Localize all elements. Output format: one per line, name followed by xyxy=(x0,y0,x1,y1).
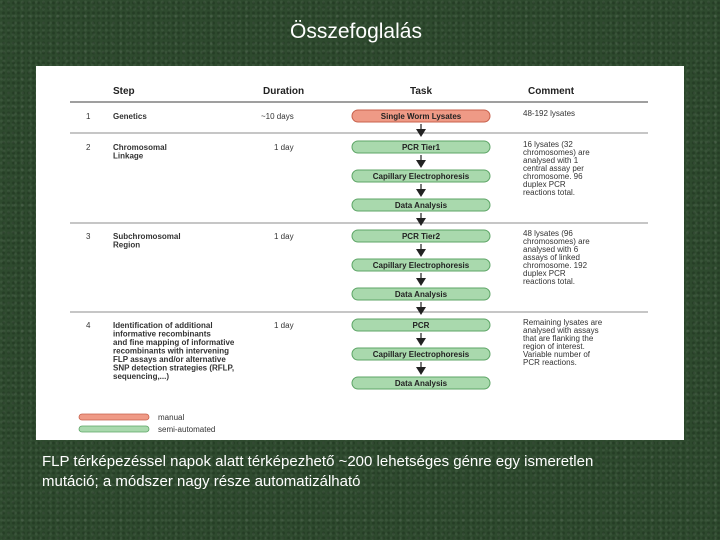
legend-swatch-manual xyxy=(79,414,149,420)
comment-line: duplex PCR xyxy=(523,180,566,189)
step-name-line: and fine mapping of informative xyxy=(113,338,235,347)
comment-line: analysed with 6 xyxy=(523,245,579,254)
task-label: Data Analysis xyxy=(394,379,448,388)
legend-label-semi: semi-automated xyxy=(158,425,216,434)
flow-arrow-head xyxy=(416,249,426,257)
task-label: Capillary Electrophoresis xyxy=(372,350,470,359)
comment-line: that are flanking the xyxy=(523,334,594,343)
step-name-line: FLP assays and/or alternative xyxy=(113,355,226,364)
task-label: PCR xyxy=(412,321,430,330)
legend-swatch-semi xyxy=(79,426,149,432)
flow-arrow-head xyxy=(416,338,426,346)
task-label: Capillary Electrophoresis xyxy=(372,261,470,270)
comment-line: chromosome. 192 xyxy=(523,261,588,270)
header-duration: Duration xyxy=(263,86,305,97)
flow-arrow-head xyxy=(416,160,426,168)
duration-value: 1 day xyxy=(274,321,294,330)
step-name-line: sequencing,...) xyxy=(113,372,170,381)
step-name-line: recombinants with intervening xyxy=(113,346,230,356)
comment-line: Variable number of xyxy=(523,350,590,359)
step-name-line: Genetics xyxy=(113,112,147,121)
slide-title: Összefoglalás xyxy=(290,20,422,43)
step-number: 4 xyxy=(86,321,91,330)
step-number: 3 xyxy=(86,232,91,241)
flow-arrow-head xyxy=(416,218,426,226)
slide-caption xyxy=(42,452,712,492)
legend-label-manual: manual xyxy=(158,413,185,422)
task-label: PCR Tier2 xyxy=(401,232,441,241)
mapping-workflow-figure xyxy=(36,66,684,440)
flow-arrow-head xyxy=(416,367,426,375)
comment-line: PCR reactions. xyxy=(523,358,577,367)
flow-arrow-head xyxy=(416,307,426,315)
comment-line: chromosomes) are xyxy=(523,148,590,157)
step-name-line: Region xyxy=(113,240,141,250)
task-label: PCR Tier1 xyxy=(401,143,441,152)
comment-line: duplex PCR xyxy=(523,269,566,278)
header-step: Step xyxy=(113,86,135,97)
comment-line: chromosomes) are xyxy=(523,237,590,246)
task-label: Data Analysis xyxy=(394,201,448,210)
task-label: Data Analysis xyxy=(394,290,448,299)
comment-line: chromosome. 96 xyxy=(523,172,583,181)
comment-line: region of interest. xyxy=(523,342,585,351)
comment-line: central assay per xyxy=(523,164,584,173)
step-name-line: Linkage xyxy=(113,151,144,161)
duration-value: 1 day xyxy=(274,232,294,241)
comment-line: reactions total. xyxy=(523,277,576,286)
comment-line: 48-192 lysates xyxy=(523,109,576,118)
flow-arrow-head xyxy=(416,189,426,197)
task-label: Capillary Electrophoresis xyxy=(372,172,470,181)
comment-line: Remaining lysates are xyxy=(523,318,603,327)
comment-line: 48 lysates (96 xyxy=(523,229,573,238)
header-task: Task xyxy=(409,86,433,97)
flow-arrow-head xyxy=(416,278,426,286)
workflow-table-svg xyxy=(36,66,684,440)
header-comment: Comment xyxy=(528,86,575,97)
duration-value: 1 day xyxy=(274,143,294,152)
caption-line-1: FLP térképezéssel napok alatt térképezhető ~200 lehetséges génre egy ismeretlen xyxy=(42,453,594,470)
comment-line: assays of linked xyxy=(523,253,580,262)
step-name-line: Identification of additional xyxy=(113,321,213,330)
comment-line: 16 lysates (32 xyxy=(523,140,573,149)
step-name-line: Subchromosomal xyxy=(113,232,181,241)
comment-line: analysed with assays xyxy=(523,326,599,335)
comment-line: analysed with 1 xyxy=(523,156,579,165)
caption-line-2: mutáció; a módszer nagy része automatizálható xyxy=(42,473,361,490)
step-name-line: SNP detection strategies (RFLP, xyxy=(113,363,235,373)
step-name-line: Chromosomal xyxy=(113,143,167,152)
duration-value: ~10 days xyxy=(261,112,294,121)
comment-line: reactions total. xyxy=(523,188,576,197)
step-name-line: informative recombinants xyxy=(113,329,211,339)
task-label: Single Worm Lysates xyxy=(380,112,462,121)
step-number: 2 xyxy=(86,143,91,152)
step-number: 1 xyxy=(86,112,91,121)
